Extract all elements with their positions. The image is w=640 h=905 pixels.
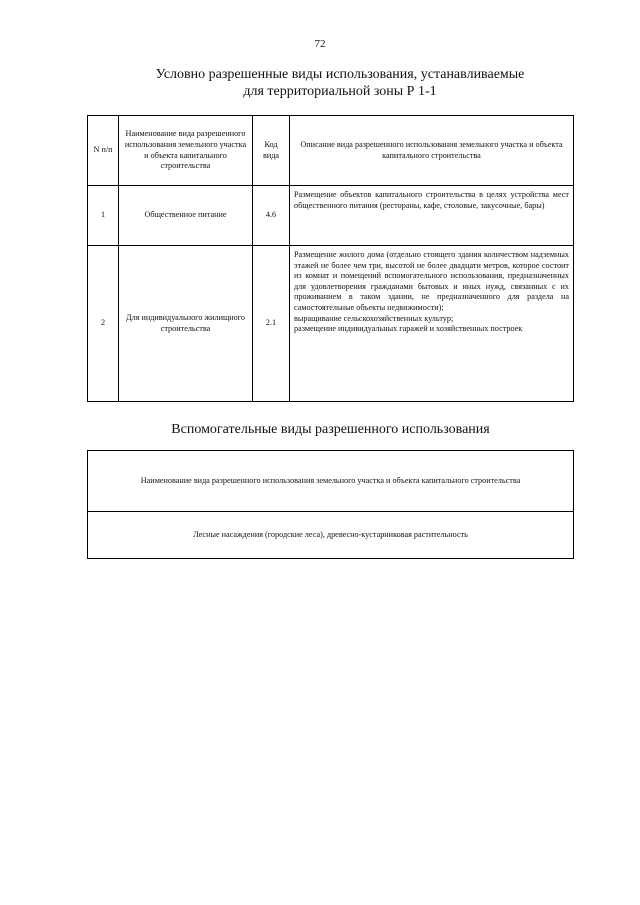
section-title-line2: для территориальной зоны Р 1-1 <box>243 84 437 99</box>
row-desc-line: Размещение жилого дома (отдельно стоящего здания количеством надземных этажей не более чем три, высотой не более двадцати метров, которое состоит из комнат и помещений вспомогательного использования, предназначенных для удовлетворения гражданами бытовых и иных нужд, связанных с их проживанием в таком здании, не предназначенного для раздела на самостоятельные объекты недвижимости); <box>294 250 569 312</box>
header-num: N п/п <box>88 116 119 186</box>
table-header-row <box>88 451 574 512</box>
row-desc <box>290 246 574 402</box>
auxiliary-uses-table <box>87 450 574 559</box>
row-name: Для индивидуального жилищного строительства <box>119 246 253 402</box>
row-code: 4.6 <box>253 186 290 246</box>
table-row <box>88 512 574 559</box>
row-name: Общественное питание <box>119 186 253 246</box>
row-num: 2 <box>88 246 119 402</box>
header-code: Код вида <box>253 116 290 186</box>
row-desc: Размещение объектов капитального строительства в целях устройства мест общественного питания (рестораны, кафе, столовые, закусочные, бары) <box>290 186 574 246</box>
auxiliary-title: Вспомогательные виды разрешенного использования <box>171 422 490 437</box>
aux-header-cell: Наименование вида разрешенного использования земельного участка и объекта капитального строительства <box>88 451 574 512</box>
aux-row-cell: Лесные насаждения (городские леса), древесно-кустарниковая растительность <box>88 512 574 559</box>
page-number: 72 <box>314 38 326 50</box>
row-num: 1 <box>88 186 119 246</box>
header-name: Наименование вида разрешенного использования земельного участка и объекта капитального строительства <box>119 116 253 186</box>
table-row <box>88 186 574 246</box>
row-desc-line: размещение индивидуальных гаражей и хозяйственных построек <box>294 324 523 334</box>
table-header-row <box>88 116 574 186</box>
table-row <box>88 246 574 402</box>
header-desc: Описание вида разрешенного использования земельного участка и объекта капитального строительства <box>290 116 574 186</box>
row-code: 2.1 <box>253 246 290 402</box>
section-title <box>90 66 590 100</box>
section-title-line1: Условно разрешенные виды использования, устанавливаемые <box>155 67 525 82</box>
row-desc-line: выращивание сельскохозяйственных культур; <box>294 313 454 323</box>
conditional-uses-table <box>87 115 574 402</box>
